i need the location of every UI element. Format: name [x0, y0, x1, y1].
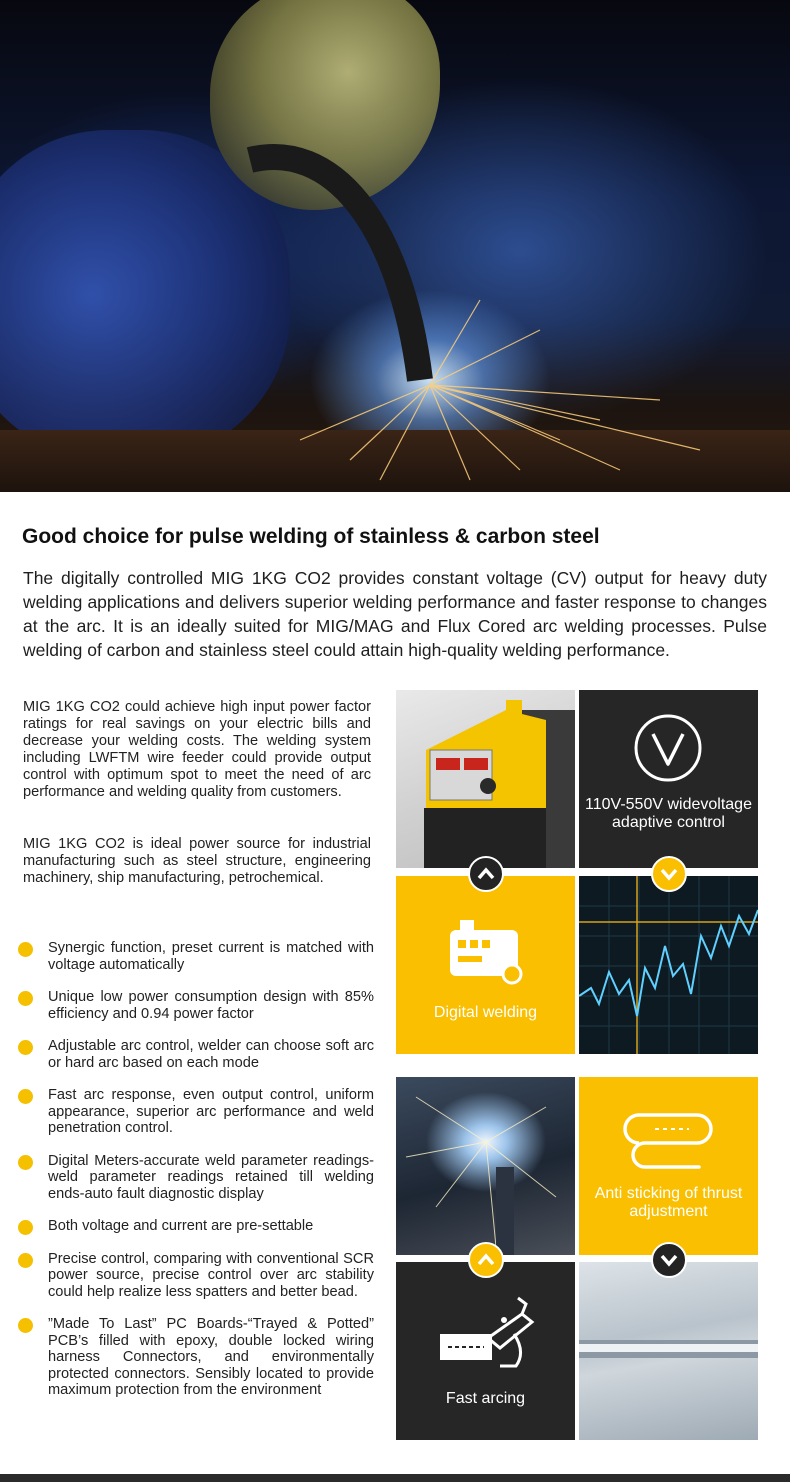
- digital-welding-label: Digital welding: [433, 1004, 538, 1021]
- voltage-label: 110V-550V widevoltage adaptive control: [585, 796, 752, 831]
- list-item: Both voltage and current are pre-settable: [18, 1218, 374, 1235]
- chevron-down-icon: [659, 864, 679, 884]
- digital-welding-tile: [396, 876, 575, 1054]
- list-item: Unique low power consumption design with 85% efficiency and 0.94 power factor: [18, 989, 374, 1022]
- chevron-up-badge: [468, 856, 504, 892]
- sparks-photo-illustration: [396, 1077, 575, 1255]
- list-item: Digital Meters-accurate weld parameter readings-weld parameter readings retained till welding ends-auto fault diagnostic display: [18, 1153, 374, 1203]
- bullet-dot: [18, 1040, 33, 1055]
- anti-sticking-tile: [579, 1077, 758, 1255]
- feature-list: [18, 940, 374, 1399]
- generator-icon: [396, 876, 575, 996]
- anti-sticking-label: Anti sticking of thrust adjustment: [594, 1185, 743, 1220]
- v-circle-icon: [579, 690, 758, 800]
- chevron-up-badge: [468, 1242, 504, 1278]
- footer-strip: [0, 1474, 790, 1482]
- bullet-dot: [18, 1318, 33, 1333]
- fast-arcing-label: Fast arcing: [445, 1390, 526, 1407]
- bullet-dot: [18, 1253, 33, 1268]
- waveform-image: [579, 876, 758, 1054]
- welder-machine-illustration: [396, 690, 575, 868]
- application-paragraph: MIG 1KG CO2 is ideal power source for industrial manufacturing such as steel structure, engineering machinery, ship manufacturing, petrochemical.: [23, 836, 371, 886]
- fast-arcing-tile: [396, 1262, 575, 1440]
- bullet-dot: [18, 1220, 33, 1235]
- chevron-down-badge: [651, 856, 687, 892]
- page-title: Good choice for pulse welding of stainless & carbon steel: [22, 525, 600, 548]
- list-item: ”Made To Last” PC Boards-“Trayed & Potted” PCB’s filled with epoxy, double locked wiring harness Connectors, and environmentally protected connectors. Sensibly located to provide maximum protection from the environment: [18, 1316, 374, 1399]
- weld-bead-image: [579, 1262, 758, 1440]
- waveform-graph: [579, 876, 758, 1054]
- welding-sparks-image: [396, 1077, 575, 1255]
- welding-sparks: [0, 0, 790, 492]
- weld-seam-illustration: [579, 1262, 758, 1440]
- hero-welding-image: [0, 0, 790, 492]
- description-paragraph: MIG 1KG CO2 could achieve high input power factor ratings for real savings on your electric bills and decrease your welding costs. The welding system including LWFTM wire feeder could provide output control with optimum spot to meet the need of arc performance and welding quality from customers.: [23, 699, 371, 800]
- chevron-down-icon: [659, 1250, 679, 1270]
- list-item: Synergic function, preset current is matched with voltage automatically: [18, 940, 374, 973]
- intro-paragraph: The digitally controlled MIG 1KG CO2 provides constant voltage (CV) output for heavy duty welding applications and delivers superior welding performance and faster response to changes at the arc. It is an ideally suited for MIG/MAG and Flux Cored arc welding processes. Pulse welding of carbon and stainless steel could attain high-quality welding performance.: [23, 568, 767, 660]
- welding-torch-icon: [396, 1262, 575, 1382]
- list-item: Precise control, comparing with conventional SCR power source, precise control over arc stability could help realize less spatters and better bead.: [18, 1251, 374, 1301]
- chevron-up-icon: [476, 1250, 496, 1270]
- chevron-up-icon: [476, 864, 496, 884]
- list-item: Fast arc response, even output control, uniform appearance, superior arc performance and weld penetration control.: [18, 1087, 374, 1137]
- bullet-dot: [18, 1089, 33, 1104]
- bullet-dot: [18, 991, 33, 1006]
- wire-loop-icon: [579, 1077, 758, 1177]
- voltage-tile: [579, 690, 758, 868]
- chevron-down-badge: [651, 1242, 687, 1278]
- welder-machine-image: [396, 690, 575, 868]
- list-item: Adjustable arc control, welder can choose soft arc or hard arc based on each mode: [18, 1038, 374, 1071]
- bullet-dot: [18, 1155, 33, 1170]
- bullet-dot: [18, 942, 33, 957]
